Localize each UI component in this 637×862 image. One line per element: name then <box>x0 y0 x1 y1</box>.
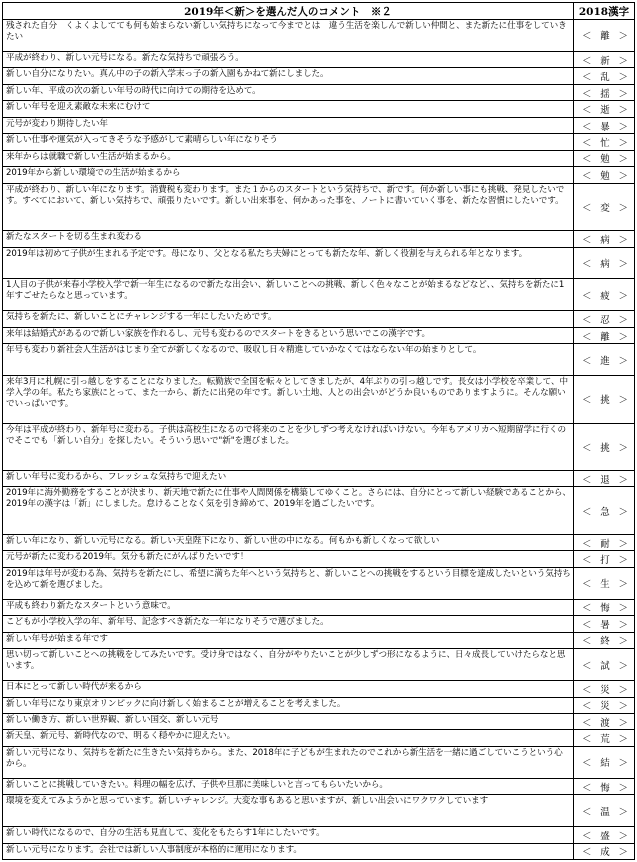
kanji-value: 揺 <box>600 88 610 100</box>
table-row <box>3 20 634 52</box>
kanji-cell <box>574 568 634 599</box>
open-bracket: ＜ <box>582 88 592 100</box>
close-bracket: ＞ <box>618 506 628 518</box>
comment-cell: 残された自分 くよくよしてても何も始まらない新しい気持ちになって今までとは 違う生活を楽しんで新しい仲間と、また新たに仕事をしていきたい <box>3 20 574 51</box>
table-header <box>3 3 634 20</box>
kanji-value: 悔 <box>600 603 610 615</box>
kanji-value: 暴 <box>600 121 610 133</box>
kanji-value: 退 <box>600 474 610 486</box>
close-bracket: ＞ <box>618 636 628 648</box>
table-row <box>3 248 634 280</box>
comment-cell: 平成が終わり、新しい元号になる。新たな気持ちで頑張ろう。 <box>3 52 574 67</box>
kanji-cell <box>574 535 634 550</box>
comment-cell: 平成が終わり、新しい年になります。消費税も変わります。また１からのスタートという気持ちで、新です。何か新しい事にも挑戦、発見したいです。すべてにおいて、新しい気持ちで、頑張りたいです。新しい出来事を、何かあった事を、ノートに書いていく事を、新たな習慣にしたいです。 <box>3 184 574 230</box>
kanji-value: 災 <box>600 684 610 696</box>
kanji-value: 挑 <box>600 395 610 407</box>
table-row <box>3 151 634 167</box>
kanji-value: 試 <box>600 660 610 672</box>
open-bracket: ＜ <box>582 202 592 214</box>
kanji-value: 変 <box>600 202 610 214</box>
comment-cell: 来年からは就職で新しい生活が始まるから。 <box>3 151 574 166</box>
comment-cell: 新しい元号になります。会社では新しい人事制度が本格的に運用になります。 <box>3 844 574 859</box>
kanji-value: 耐 <box>600 538 610 550</box>
close-bracket: ＞ <box>618 538 628 550</box>
kanji-value: 温 <box>600 806 610 818</box>
table-row <box>3 568 634 600</box>
kanji-cell <box>574 328 634 343</box>
table-row <box>3 424 634 471</box>
open-bracket: ＜ <box>582 701 592 713</box>
comment-cell: 元号が変わり期待したい年 <box>3 118 574 133</box>
comment-cell: 新しい仕事や運気が入ってきそうな予感がして素晴らしい年になりそう <box>3 134 574 149</box>
table-row <box>3 52 634 68</box>
open-bracket: ＜ <box>582 395 592 407</box>
close-bracket: ＞ <box>618 31 628 43</box>
table-row <box>3 681 634 697</box>
close-bracket: ＞ <box>618 660 628 672</box>
kanji-value: 病 <box>600 258 610 270</box>
open-bracket: ＜ <box>582 830 592 842</box>
kanji-value: 忍 <box>600 315 610 327</box>
kanji-cell <box>574 20 634 51</box>
open-bracket: ＜ <box>582 72 592 84</box>
kanji-value: 悔 <box>600 782 610 794</box>
close-bracket: ＞ <box>618 202 628 214</box>
close-bracket: ＞ <box>618 603 628 615</box>
table-row <box>3 279 634 311</box>
table-row <box>3 535 634 551</box>
comment-cell: 2019年に海外勤務をすることが決まり、新天地で新たに仕事や人間関係を構築してゆくこと。さらには、自分にとって新しい経験であることから、2019年の漢字は「新」にしました。怠けることなく気を引き締めて、2019年を過ごしたいです。 <box>3 487 574 533</box>
open-bracket: ＜ <box>582 847 592 859</box>
kanji-value: 急 <box>600 506 610 518</box>
kanji-cell <box>574 311 634 326</box>
comment-cell: 平成も終わり新たなスタートという意味で。 <box>3 600 574 615</box>
close-bracket: ＞ <box>618 138 628 149</box>
close-bracket: ＞ <box>618 315 628 327</box>
comment-column-header: 2019年＜新＞を選んだ人のコメント ※２ <box>3 3 574 19</box>
table-row <box>3 747 634 779</box>
comment-cell: 新しいことに挑戦していきたい。料理の幅を広げ、子供や旦那に美味しいと言ってもらいたいから。 <box>3 779 574 794</box>
table-row <box>3 844 634 859</box>
open-bracket: ＜ <box>582 660 592 672</box>
table-row <box>3 649 634 681</box>
close-bracket: ＞ <box>618 154 628 166</box>
open-bracket: ＜ <box>582 734 592 746</box>
close-bracket: ＞ <box>618 684 628 696</box>
table-row <box>3 85 634 101</box>
close-bracket: ＞ <box>618 72 628 84</box>
kanji-value: 渡 <box>600 717 610 729</box>
table-row <box>3 730 634 746</box>
open-bracket: ＜ <box>582 154 592 166</box>
open-bracket: ＜ <box>582 717 592 729</box>
kanji-value: 暑 <box>600 619 610 631</box>
kanji-value: 勉 <box>600 170 610 182</box>
table-row <box>3 633 634 649</box>
comment-cell: 元号が新たに変わる2019年。気分も新たにがんばりたいです！ <box>3 551 574 566</box>
open-bracket: ＜ <box>582 315 592 327</box>
comment-cell: 新しい年号に変わるから、フレッシュな気持ちで迎えたい <box>3 471 574 486</box>
comment-cell: 新しい時代になるので、自分の生活も見直して、変化をもたらす1年にしたいです。 <box>3 827 574 842</box>
open-bracket: ＜ <box>582 258 592 270</box>
kanji-cell <box>574 747 634 778</box>
open-bracket: ＜ <box>582 138 592 149</box>
table-row <box>3 551 634 567</box>
comment-cell: 新しい元号になり、気持ちを新たに生きたい気持ちから。また、2018年に子どもが生まれたのでこれから新生活を一緒に過ごしていこうという心から。 <box>3 747 574 778</box>
kanji-cell <box>574 167 634 182</box>
close-bracket: ＞ <box>618 258 628 270</box>
close-bracket: ＞ <box>618 806 628 818</box>
kanji-value: 結 <box>600 758 610 770</box>
kanji-value: 荒 <box>600 734 610 746</box>
table-row <box>3 328 634 344</box>
kanji-cell <box>574 551 634 566</box>
comment-cell: 新たなスタートを切る生まれ変わる <box>3 231 574 246</box>
close-bracket: ＞ <box>618 555 628 567</box>
open-bracket: ＜ <box>582 684 592 696</box>
comment-cell: 今年は平成が終わり、新年号に変わる。子供は高校生になるので将来のことを少しずつ考えなければいけない。今年もアメリカへ短期留学に行くのでそこでも「新しい自分」を探したい。そういう思いで"新"を選びました。 <box>3 424 574 470</box>
kanji-cell <box>574 779 634 794</box>
open-bracket: ＜ <box>582 442 592 454</box>
table-row <box>3 344 634 376</box>
kanji-value: 逝 <box>600 105 610 117</box>
comment-cell: 年号も変わり新社会人生活がはじまり全てが新しくなるので、吸収し日々精進していかなくてはならない年の始まりとして。 <box>3 344 574 375</box>
close-bracket: ＞ <box>618 579 628 591</box>
kanji-cell <box>574 118 634 133</box>
table-row <box>3 471 634 487</box>
comment-cell: 思い切って新しいことへの挑戦をしてみたいです。受け身ではなく、自分がやりたいことが少しずつ形になるように、日々成長していけたらなと思います。 <box>3 649 574 680</box>
kanji-cell <box>574 487 634 533</box>
close-bracket: ＞ <box>618 619 628 631</box>
open-bracket: ＜ <box>582 538 592 550</box>
kanji-cell <box>574 649 634 680</box>
kanji-value: 挑 <box>600 442 610 454</box>
close-bracket: ＞ <box>618 105 628 117</box>
kanji-cell <box>574 844 634 859</box>
comment-cell: 2019年は初めて子供が生まれる予定です。母になり、父となる私たち夫婦にとっても新たな年、新しく役割を与えられる年となります。 <box>3 248 574 279</box>
open-bracket: ＜ <box>582 758 592 770</box>
table-row <box>3 376 634 423</box>
kanji-value: 生 <box>600 579 610 591</box>
close-bracket: ＞ <box>618 234 628 246</box>
close-bracket: ＞ <box>618 847 628 859</box>
comment-cell: 新しい年、平成の次の新しい年号の時代に向けての期待を込めて。 <box>3 85 574 100</box>
open-bracket: ＜ <box>582 105 592 117</box>
kanji-cell <box>574 681 634 696</box>
close-bracket: ＞ <box>618 88 628 100</box>
close-bracket: ＞ <box>618 355 628 367</box>
comment-cell: 来年は結婚式があるので新しい家族を作れるし、元号も変わるのでスタートをきるという思いでこの漢字です。 <box>3 328 574 343</box>
comment-cell: こどもが小学校入学の年、新年号、記念すべき新たな一年になりそうで選びました。 <box>3 616 574 631</box>
open-bracket: ＜ <box>582 331 592 343</box>
kanji-value: 勉 <box>600 154 610 166</box>
close-bracket: ＞ <box>618 331 628 343</box>
table-row <box>3 184 634 231</box>
kanji-cell <box>574 52 634 67</box>
close-bracket: ＞ <box>618 782 628 794</box>
comment-cell: 新しい年号になり東京オリンピックに向け新しく始まることが増えることを考えました。 <box>3 698 574 713</box>
comment-cell: 新しい年号を迎え素敵な未来にむけて <box>3 101 574 116</box>
kanji-value: 乱 <box>600 72 610 84</box>
kanji-cell <box>574 827 634 842</box>
comment-cell: 1人目の子供が来春小学校入学で新一年生になるので新たな出会い、新しいことへの挑戦、新しく色々なことが始まるなどなど、、気持ちを新たに1年すごせたらなと思っています。 <box>3 279 574 310</box>
table-row <box>3 118 634 134</box>
table-row <box>3 68 634 84</box>
kanji-cell <box>574 248 634 279</box>
kanji-cell <box>574 101 634 116</box>
kanji-cell <box>574 279 634 310</box>
table-row <box>3 698 634 714</box>
table-row <box>3 616 634 632</box>
comment-table <box>2 2 635 860</box>
table-row <box>3 779 634 795</box>
comment-cell: 環境を変えてみようかと思っています。新しいチャレンジ。大変な事もあると思いますが、新しい出会いにワクワクしています <box>3 795 574 826</box>
open-bracket: ＜ <box>582 506 592 518</box>
kanji-cell <box>574 633 634 648</box>
kanji-value: 離 <box>600 31 610 43</box>
kanji-value: 盛 <box>600 830 610 842</box>
kanji-value: 疲 <box>600 290 610 302</box>
kanji-cell <box>574 231 634 246</box>
comment-cell: 新しい年になり、新しい元号になる。新しい天皇陛下になり、新しい世の中になる。何もかも新しくなって欲しい <box>3 535 574 550</box>
close-bracket: ＞ <box>618 121 628 133</box>
comment-cell: 2019年から新しい環境での生活が始まるから <box>3 167 574 182</box>
kanji-cell <box>574 616 634 631</box>
comment-cell: 気持ちを新たに、新しいことにチャレンジする一年にしたいためです。 <box>3 311 574 326</box>
close-bracket: ＞ <box>618 758 628 770</box>
open-bracket: ＜ <box>582 170 592 182</box>
open-bracket: ＜ <box>582 355 592 367</box>
comment-cell: 来年3月に札幌に引っ越しをすることになりました。転勤族で全国を転々としてきましたが、4年ぶりの引っ越しです。長女は小学校を卒業して、中学入学の年。私たち家族にとって、また一から、新たに出発の年です。新しい土地、人との出会いがどうか良いものでありますように。そんな願いでいっぱいです。 <box>3 376 574 422</box>
kanji-value: 新 <box>600 55 610 67</box>
kanji-column-header: 2018漢字 <box>578 5 630 18</box>
kanji-value: 成 <box>600 847 610 859</box>
table-row <box>3 795 634 827</box>
comment-cell: 新しい年号が始まる年です <box>3 633 574 648</box>
kanji-cell <box>574 134 634 149</box>
close-bracket: ＞ <box>618 395 628 407</box>
close-bracket: ＞ <box>618 290 628 302</box>
open-bracket: ＜ <box>582 636 592 648</box>
comment-cell: 新天皇、新元号、新時代なので、明るく穏やかに迎えたい。 <box>3 730 574 745</box>
kanji-cell <box>574 184 634 230</box>
open-bracket: ＜ <box>582 55 592 67</box>
close-bracket: ＞ <box>618 830 628 842</box>
kanji-cell <box>574 151 634 166</box>
close-bracket: ＞ <box>618 170 628 182</box>
table-row <box>3 714 634 730</box>
open-bracket: ＜ <box>582 234 592 246</box>
open-bracket: ＜ <box>582 474 592 486</box>
kanji-cell <box>574 795 634 826</box>
kanji-value: 忙 <box>600 138 610 149</box>
table-row <box>3 134 634 150</box>
table-row <box>3 311 634 327</box>
comment-cell: 新しい働き方、新しい世界観、新しい国交、新しい元号 <box>3 714 574 729</box>
kanji-cell <box>574 68 634 83</box>
open-bracket: ＜ <box>582 121 592 133</box>
kanji-cell <box>574 698 634 713</box>
open-bracket: ＜ <box>582 290 592 302</box>
close-bracket: ＞ <box>618 717 628 729</box>
table-row <box>3 600 634 616</box>
open-bracket: ＜ <box>582 619 592 631</box>
kanji-cell <box>574 376 634 422</box>
kanji-cell <box>574 85 634 100</box>
kanji-value: 災 <box>600 701 610 713</box>
kanji-cell <box>574 471 634 486</box>
close-bracket: ＞ <box>618 734 628 746</box>
kanji-value: 病 <box>600 234 610 246</box>
kanji-cell <box>574 714 634 729</box>
comment-cell: 日本にとって新しい時代が来るから <box>3 681 574 696</box>
table-row <box>3 827 634 843</box>
kanji-value: 進 <box>600 355 610 367</box>
table-row <box>3 231 634 247</box>
kanji-cell <box>574 600 634 615</box>
kanji-cell <box>574 424 634 470</box>
open-bracket: ＜ <box>582 579 592 591</box>
open-bracket: ＜ <box>582 782 592 794</box>
open-bracket: ＜ <box>582 555 592 567</box>
table-body <box>3 20 634 859</box>
open-bracket: ＜ <box>582 603 592 615</box>
kanji-cell <box>574 344 634 375</box>
close-bracket: ＞ <box>618 442 628 454</box>
close-bracket: ＞ <box>618 701 628 713</box>
open-bracket: ＜ <box>582 31 592 43</box>
table-row <box>3 167 634 183</box>
kanji-value: 終 <box>600 636 610 648</box>
comment-cell: 新しい自分になりたい。真ん中の子の新入学末っ子の新入園もかねて新にしました。 <box>3 68 574 83</box>
kanji-value: 打 <box>600 555 610 567</box>
comment-cell: 2019年は年号が変わる為、気持ちを新たにし、希望に満ちた年へという気持ちと、新しいことへの挑戦をするという目標を達成したいという気持ちを込めて新を選びました。 <box>3 568 574 599</box>
table-row <box>3 101 634 117</box>
kanji-cell <box>574 730 634 745</box>
close-bracket: ＞ <box>618 55 628 67</box>
open-bracket: ＜ <box>582 806 592 818</box>
table-row <box>3 487 634 534</box>
close-bracket: ＞ <box>618 474 628 486</box>
kanji-value: 離 <box>600 331 610 343</box>
